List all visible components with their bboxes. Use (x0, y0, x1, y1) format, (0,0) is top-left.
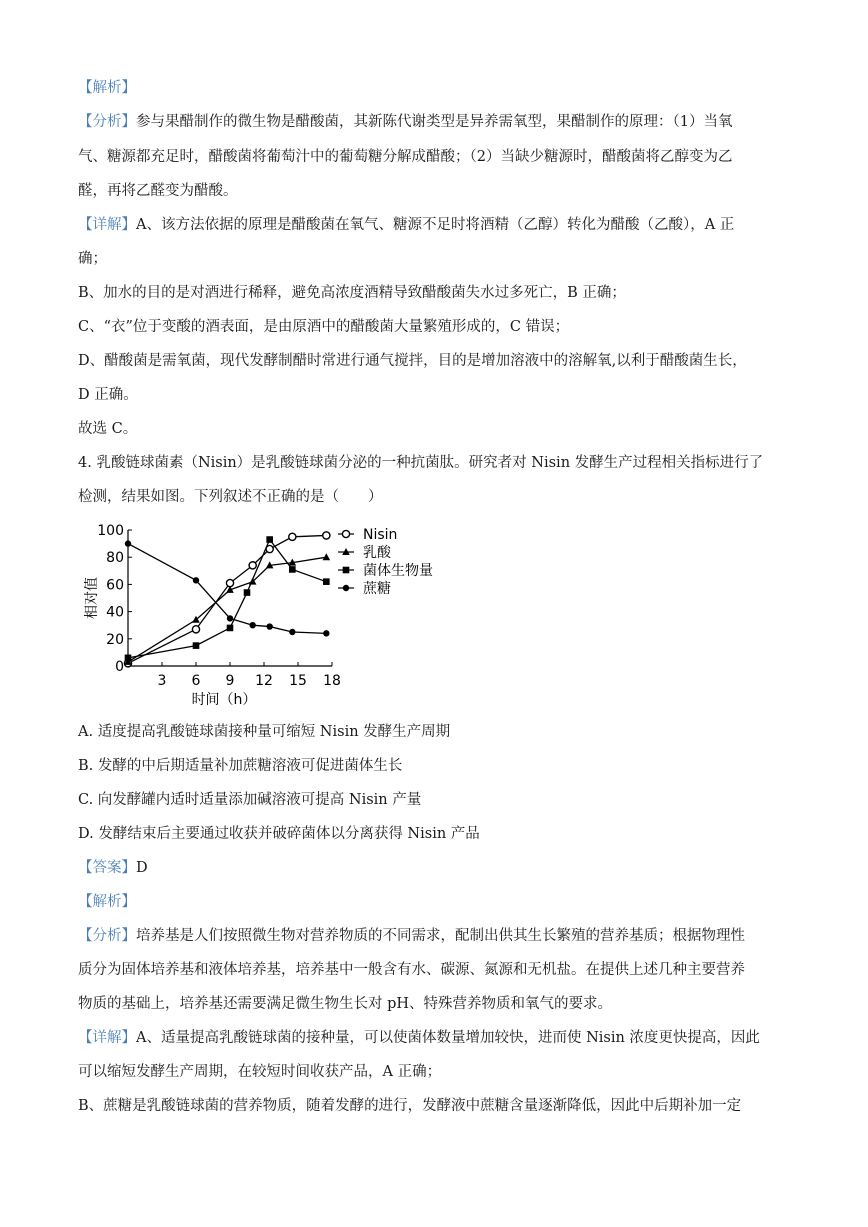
data-point (227, 615, 233, 621)
data-point (193, 577, 199, 583)
section-label: 【解析】 (78, 80, 136, 96)
line-text: 物质的基础上，培养基还需要满足微生物生长对 pH、特殊营养物质和氧气的要求。 (78, 996, 613, 1012)
data-point (289, 566, 296, 573)
line-text: 参与果醋制作的微生物是醋酸菌，其新陈代谢类型是异养需氧型，果醋制作的原理：（1）当氧 (136, 114, 733, 130)
line-text: 醛，再将乙醛变为醋酸。 (78, 183, 238, 199)
text-line (78, 419, 137, 439)
legend-marker (342, 530, 349, 537)
text-line (78, 994, 612, 1014)
text-line (78, 78, 136, 98)
line-text: A、适量提高乳酸链球菌的接种量，可以使菌体数量增加较快，进而使 Nisin 浓度更快提高，因此 (136, 1030, 760, 1046)
data-point (289, 533, 296, 540)
text-line (78, 487, 383, 507)
text-line (78, 858, 148, 878)
section-label: 【分析】 (78, 928, 136, 944)
data-point (227, 625, 234, 632)
section-label: 【详解】 (78, 217, 136, 233)
x-tick-label: 15 (289, 673, 307, 689)
data-point (289, 629, 295, 635)
legend-marker (343, 585, 349, 591)
data-point (323, 553, 331, 560)
line-text: 培养基是人们按照微生物对营养物质的不同需求，配制出供其生长繁殖的营养基质；根据物理性 (136, 928, 745, 944)
line-text: B. 发酵的中后期适量补加蔗糖溶液可促进菌体生长 (78, 758, 403, 774)
data-point (244, 589, 251, 596)
data-point (125, 540, 131, 546)
text-line (78, 181, 238, 201)
text-line (78, 756, 402, 776)
data-point (266, 623, 272, 629)
line-text: B、加水的目的是对酒进行稀释，避免高浓度酒精导致醋酸菌失水过多死亡，B 正确； (78, 285, 626, 301)
data-point (323, 630, 329, 636)
text-line (78, 926, 745, 946)
line-text: 4. 乳酸链球菌素（Nisin）是乳酸链球菌分泌的一种抗菌肽。研究者对 Nisin 发酵生产过程相关指标进行了 (78, 455, 764, 471)
line-text: 气、糖源都充足时，醋酸菌将葡萄汁中的葡萄糖分解成醋酸；（2）当缺少糖源时，醋酸菌将乙醇变为乙 (78, 149, 733, 165)
y-tick-label: 80 (106, 550, 124, 567)
section-label: 【答案】 (78, 860, 136, 876)
y-tick-label: 100 (97, 523, 124, 539)
data-point (226, 579, 233, 586)
legend-label: 蔗糖 (363, 581, 391, 597)
text-line (78, 283, 626, 303)
text-line (78, 453, 763, 473)
legend-marker (343, 567, 350, 574)
text-line (78, 147, 732, 167)
x-tick-label: 9 (225, 673, 235, 689)
legend-label: 菌体生物量 (363, 563, 433, 579)
line-text: 确； (78, 251, 107, 267)
data-point (323, 578, 330, 585)
text-line (78, 1028, 760, 1048)
y-axis-label: 相对值 (84, 577, 100, 619)
y-tick-label: 40 (106, 604, 124, 621)
line-text: A、该方法依据的原理是醋酸菌在氧气、糖源不足时将酒精（乙醇）转化为醋酸（乙酸），A 正 (136, 217, 735, 233)
x-tick-label: 12 (255, 673, 273, 689)
line-text: 可以缩短发酵生产周期，在较短时间收获产品，A 正确； (78, 1064, 442, 1080)
data-point (193, 642, 200, 649)
line-text: B、蔗糖是乳酸链球菌的营养物质，随着发酵的进行，发酵液中蔗糖含量逐渐降低，因此中后期补加一定 (78, 1098, 742, 1114)
text-line (78, 824, 480, 844)
line-text: D (136, 860, 148, 876)
data-point (249, 622, 255, 628)
text-line (78, 112, 732, 132)
legend-label: Nisin (363, 527, 398, 543)
text-line (78, 351, 747, 371)
data-point (192, 626, 199, 633)
section-label: 【详解】 (78, 1030, 136, 1046)
line-text: 故选 C。 (78, 421, 138, 437)
data-point (266, 536, 273, 543)
data-point (249, 562, 256, 569)
line-text: D 正确。 (78, 387, 138, 403)
text-line (78, 249, 107, 269)
series-line (128, 540, 326, 658)
legend-label: 乳酸 (363, 545, 391, 561)
text-line (78, 960, 745, 980)
text-line (78, 892, 136, 912)
data-point (323, 532, 330, 539)
line-text: 检测，结果如图。下列叙述不正确的是（ ） (78, 489, 383, 505)
text-line (78, 790, 421, 810)
y-tick-label: 0 (115, 659, 124, 675)
line-text: C. 向发酵罐内适时适量添加碱溶液可提高 Nisin 产量 (78, 792, 422, 808)
text-line (78, 1096, 741, 1116)
data-point (266, 545, 273, 552)
section-label: 【解析】 (78, 894, 136, 910)
x-tick-label: 6 (191, 673, 201, 689)
x-tick-label: 3 (157, 673, 167, 689)
section-label: 【分析】 (78, 114, 136, 130)
x-axis-label: 时间（h） (191, 692, 257, 708)
line-text: C、“衣”位于变酸的酒表面，是由原酒中的醋酸菌大量繁殖形成的，C 错误； (78, 319, 570, 335)
text-line (78, 317, 569, 337)
data-point (125, 655, 132, 662)
text-line (78, 722, 450, 742)
series-line (128, 544, 326, 634)
line-text: A. 适度提高乳酸链球菌接种量可缩短 Nisin 发酵生产周期 (78, 724, 451, 740)
line-text: D、醋酸菌是需氧菌，现代发酵制醋时常进行通气搅拌，目的是增加溶液中的溶解氧,以利于醋酸菌生长， (78, 353, 747, 369)
text-line (78, 385, 138, 405)
y-tick-label: 60 (106, 577, 124, 594)
fermentation-chart (82, 516, 462, 708)
line-text: 质分为固体培养基和液体培养基，培养基中一般含有水、碳源、氮源和无机盐。在提供上述几种主要营养 (78, 962, 745, 978)
y-tick-label: 20 (106, 631, 124, 648)
x-tick-label: 18 (323, 673, 341, 689)
text-line (78, 215, 734, 235)
text-line (78, 1062, 441, 1082)
line-text: D. 发酵结束后主要通过收获并破碎菌体以分离获得 Nisin 产品 (78, 826, 480, 842)
series-line (128, 557, 326, 662)
